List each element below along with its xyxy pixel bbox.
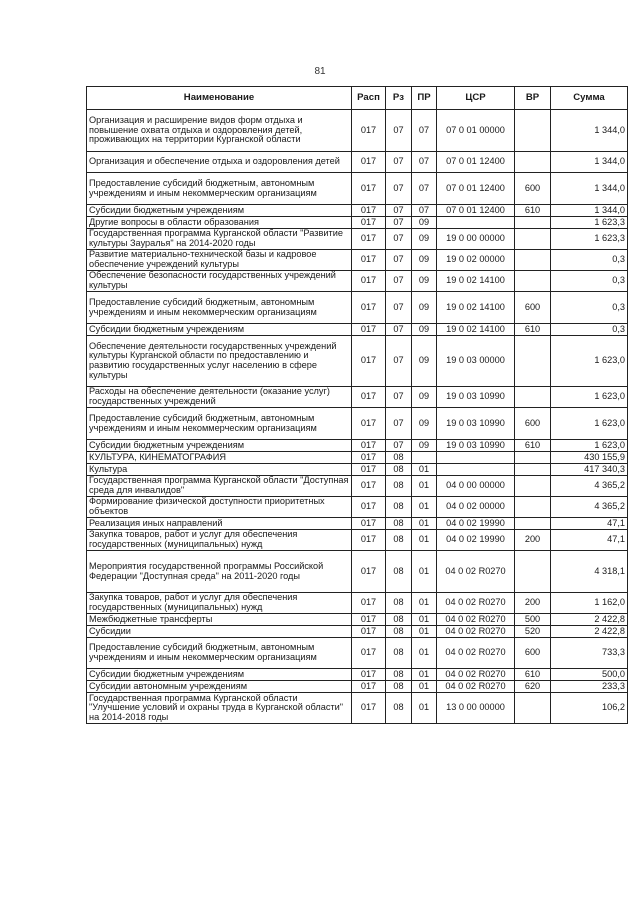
cell-csr xyxy=(437,464,515,476)
cell-sum: 1 623,0 xyxy=(551,336,628,387)
header-vr: ВР xyxy=(515,87,551,110)
cell-sum: 1 344,0 xyxy=(551,152,628,173)
cell-pr: 07 xyxy=(412,110,437,152)
cell-pr: 09 xyxy=(412,292,437,324)
header-rz: Рз xyxy=(386,87,412,110)
cell-rasp: 017 xyxy=(352,205,386,217)
cell-sum: 1 623,0 xyxy=(551,408,628,440)
cell-rz: 07 xyxy=(386,229,412,250)
cell-rz: 07 xyxy=(386,408,412,440)
table-row xyxy=(87,110,628,152)
cell-rz: 07 xyxy=(386,292,412,324)
cell-name: Закупка товаров, работ и услуг для обеспечения государственных (муниципальных) нужд xyxy=(87,593,352,614)
cell-csr: 19 0 02 14100 xyxy=(437,324,515,336)
cell-name: Предоставление субсидий бюджетным, автономным учреждениям и иным некоммерческим организациям xyxy=(87,173,352,205)
cell-pr: 01 xyxy=(412,593,437,614)
cell-vr xyxy=(515,551,551,593)
cell-sum: 1 623,3 xyxy=(551,229,628,250)
cell-sum: 0,3 xyxy=(551,250,628,271)
cell-rasp: 017 xyxy=(352,551,386,593)
cell-csr: 04 0 02 R0270 xyxy=(437,551,515,593)
cell-vr xyxy=(515,217,551,229)
table-row xyxy=(87,669,628,681)
cell-sum: 733,3 xyxy=(551,638,628,669)
cell-vr xyxy=(515,497,551,518)
table-row xyxy=(87,497,628,518)
cell-rasp: 017 xyxy=(352,250,386,271)
cell-rasp: 017 xyxy=(352,464,386,476)
cell-rasp: 017 xyxy=(352,110,386,152)
cell-pr: 01 xyxy=(412,669,437,681)
cell-name: Культура xyxy=(87,464,352,476)
cell-csr: 07 0 01 12400 xyxy=(437,173,515,205)
cell-sum: 2 422,8 xyxy=(551,626,628,638)
cell-pr: 09 xyxy=(412,408,437,440)
table-row xyxy=(87,464,628,476)
cell-name: Другие вопросы в области образования xyxy=(87,217,352,229)
cell-rasp: 017 xyxy=(352,530,386,551)
cell-sum: 4 365,2 xyxy=(551,476,628,497)
cell-pr: 01 xyxy=(412,614,437,626)
cell-vr xyxy=(515,693,551,724)
cell-vr: 200 xyxy=(515,593,551,614)
cell-rz: 08 xyxy=(386,693,412,724)
cell-rz: 07 xyxy=(386,440,412,452)
cell-vr xyxy=(515,518,551,530)
cell-sum: 233,3 xyxy=(551,681,628,693)
cell-pr: 01 xyxy=(412,638,437,669)
cell-vr: 610 xyxy=(515,205,551,217)
cell-name: Организация и обеспечение отдыха и оздоровления детей xyxy=(87,152,352,173)
cell-name: Обеспечение деятельности государственных учреждений культуры Курганской области по предоставлению и развитию государственных услуг населению в сфере культуры xyxy=(87,336,352,387)
cell-name: Развитие материально-технической базы и кадровое обеспечение учреждений культуры xyxy=(87,250,352,271)
table-row xyxy=(87,152,628,173)
cell-csr: 19 0 03 10990 xyxy=(437,387,515,408)
cell-csr xyxy=(437,217,515,229)
cell-pr: 09 xyxy=(412,324,437,336)
cell-rasp: 017 xyxy=(352,614,386,626)
header-row xyxy=(87,87,628,110)
cell-name: Мероприятия государственной программы Российской Федерации "Доступная среда" на 2011-2020 годы xyxy=(87,551,352,593)
cell-rasp: 017 xyxy=(352,497,386,518)
cell-sum: 1 344,0 xyxy=(551,110,628,152)
cell-csr: 04 0 02 R0270 xyxy=(437,614,515,626)
cell-sum: 0,3 xyxy=(551,324,628,336)
cell-rasp: 017 xyxy=(352,476,386,497)
cell-sum: 1 623,0 xyxy=(551,387,628,408)
cell-rz: 08 xyxy=(386,518,412,530)
cell-sum: 1 344,0 xyxy=(551,173,628,205)
table-row xyxy=(87,593,628,614)
cell-vr: 600 xyxy=(515,408,551,440)
table-row xyxy=(87,681,628,693)
table-row xyxy=(87,229,628,250)
table-row xyxy=(87,693,628,724)
cell-rasp: 017 xyxy=(352,693,386,724)
table-row xyxy=(87,292,628,324)
cell-pr: 01 xyxy=(412,530,437,551)
cell-sum: 1 162,0 xyxy=(551,593,628,614)
cell-pr: 09 xyxy=(412,250,437,271)
cell-pr: 09 xyxy=(412,336,437,387)
table-row xyxy=(87,476,628,497)
cell-name: Государственная программа Курганской области "Развитие культуры Зауралья" на 2014-2020 годы xyxy=(87,229,352,250)
cell-sum: 47,1 xyxy=(551,518,628,530)
cell-vr: 600 xyxy=(515,173,551,205)
cell-csr: 04 0 02 00000 xyxy=(437,497,515,518)
cell-vr: 600 xyxy=(515,292,551,324)
cell-vr xyxy=(515,476,551,497)
table-row xyxy=(87,271,628,292)
cell-name: Государственная программа Курганской области "Улучшение условий и охраны труда в Курганской области" на 2014-2018 годы xyxy=(87,693,352,724)
table-row xyxy=(87,530,628,551)
cell-vr xyxy=(515,152,551,173)
cell-sum: 106,2 xyxy=(551,693,628,724)
cell-rz: 07 xyxy=(386,110,412,152)
cell-name: Государственная программа Курганской области "Доступная среда для инвалидов" xyxy=(87,476,352,497)
cell-rz: 07 xyxy=(386,250,412,271)
cell-vr: 200 xyxy=(515,530,551,551)
cell-rasp: 017 xyxy=(352,173,386,205)
cell-pr: 07 xyxy=(412,152,437,173)
cell-rasp: 017 xyxy=(352,271,386,292)
cell-name: Субсидии автономным учреждениям xyxy=(87,681,352,693)
cell-pr: 01 xyxy=(412,681,437,693)
cell-name: Реализация иных направлений xyxy=(87,518,352,530)
cell-rz: 07 xyxy=(386,217,412,229)
cell-csr: 04 0 02 R0270 xyxy=(437,593,515,614)
cell-rasp: 017 xyxy=(352,408,386,440)
cell-sum: 1 344,0 xyxy=(551,205,628,217)
cell-name: Обеспечение безопасности государственных учреждений культуры xyxy=(87,271,352,292)
cell-csr: 04 0 02 R0270 xyxy=(437,638,515,669)
cell-name: Субсидии бюджетным учреждениям xyxy=(87,205,352,217)
cell-sum: 500,0 xyxy=(551,669,628,681)
cell-csr: 19 0 02 00000 xyxy=(437,250,515,271)
cell-vr: 610 xyxy=(515,324,551,336)
cell-rz: 08 xyxy=(386,681,412,693)
cell-csr: 04 0 00 00000 xyxy=(437,476,515,497)
cell-sum: 4 318,1 xyxy=(551,551,628,593)
cell-rz: 08 xyxy=(386,530,412,551)
cell-pr: 09 xyxy=(412,271,437,292)
cell-vr xyxy=(515,250,551,271)
cell-csr xyxy=(437,452,515,464)
cell-name: Субсидии бюджетным учреждениям xyxy=(87,669,352,681)
header-name: Наименование xyxy=(87,87,352,110)
cell-name: Расходы на обеспечение деятельности (оказание услуг) государственных учреждений xyxy=(87,387,352,408)
cell-rasp: 017 xyxy=(352,681,386,693)
cell-rz: 08 xyxy=(386,638,412,669)
cell-rasp: 017 xyxy=(352,152,386,173)
cell-rasp: 017 xyxy=(352,452,386,464)
cell-rz: 07 xyxy=(386,336,412,387)
cell-sum: 1 623,0 xyxy=(551,440,628,452)
cell-rz: 08 xyxy=(386,551,412,593)
cell-rasp: 017 xyxy=(352,292,386,324)
cell-csr: 04 0 02 19990 xyxy=(437,530,515,551)
cell-pr: 01 xyxy=(412,518,437,530)
table-row xyxy=(87,217,628,229)
cell-rasp: 017 xyxy=(352,638,386,669)
cell-vr: 620 xyxy=(515,681,551,693)
cell-pr: 07 xyxy=(412,173,437,205)
cell-rasp: 017 xyxy=(352,626,386,638)
cell-pr xyxy=(412,452,437,464)
cell-vr xyxy=(515,387,551,408)
cell-sum: 47,1 xyxy=(551,530,628,551)
cell-rasp: 017 xyxy=(352,336,386,387)
table-row xyxy=(87,626,628,638)
cell-rasp: 017 xyxy=(352,593,386,614)
cell-rasp: 017 xyxy=(352,387,386,408)
cell-pr: 01 xyxy=(412,497,437,518)
cell-sum: 1 623,3 xyxy=(551,217,628,229)
table-row xyxy=(87,408,628,440)
cell-vr xyxy=(515,336,551,387)
cell-csr: 19 0 02 14100 xyxy=(437,292,515,324)
cell-vr xyxy=(515,452,551,464)
header-csr: ЦСР xyxy=(437,87,515,110)
cell-sum: 0,3 xyxy=(551,271,628,292)
cell-pr: 09 xyxy=(412,440,437,452)
table-row xyxy=(87,250,628,271)
cell-rz: 07 xyxy=(386,205,412,217)
cell-csr: 04 0 02 R0270 xyxy=(437,626,515,638)
cell-vr xyxy=(515,229,551,250)
cell-vr xyxy=(515,464,551,476)
cell-rasp: 017 xyxy=(352,217,386,229)
cell-csr: 19 0 03 10990 xyxy=(437,440,515,452)
cell-vr: 520 xyxy=(515,626,551,638)
table-row xyxy=(87,452,628,464)
cell-rz: 08 xyxy=(386,497,412,518)
cell-rz: 08 xyxy=(386,452,412,464)
table-row xyxy=(87,518,628,530)
table-row xyxy=(87,638,628,669)
table-row xyxy=(87,173,628,205)
cell-rz: 08 xyxy=(386,593,412,614)
cell-sum: 4 365,2 xyxy=(551,497,628,518)
cell-rz: 07 xyxy=(386,271,412,292)
cell-sum: 2 422,8 xyxy=(551,614,628,626)
cell-vr: 610 xyxy=(515,669,551,681)
cell-name: Предоставление субсидий бюджетным, автономным учреждениям и иным некоммерческим организациям xyxy=(87,638,352,669)
cell-name: Субсидии бюджетным учреждениям xyxy=(87,440,352,452)
header-sum: Сумма xyxy=(551,87,628,110)
cell-csr: 04 0 02 R0270 xyxy=(437,681,515,693)
cell-pr: 01 xyxy=(412,693,437,724)
cell-pr: 01 xyxy=(412,626,437,638)
table-row xyxy=(87,336,628,387)
table-row xyxy=(87,440,628,452)
table-row xyxy=(87,324,628,336)
cell-name: КУЛЬТУРА, КИНЕМАТОГРАФИЯ xyxy=(87,452,352,464)
cell-csr: 07 0 01 12400 xyxy=(437,205,515,217)
budget-table xyxy=(86,86,628,724)
header-pr: ПР xyxy=(412,87,437,110)
cell-csr: 04 0 02 19990 xyxy=(437,518,515,530)
cell-vr: 610 xyxy=(515,440,551,452)
cell-rasp: 017 xyxy=(352,440,386,452)
cell-name: Субсидии бюджетным учреждениям xyxy=(87,324,352,336)
page-number: 81 xyxy=(314,66,326,77)
cell-name: Межбюджетные трансферты xyxy=(87,614,352,626)
cell-vr: 500 xyxy=(515,614,551,626)
cell-rz: 07 xyxy=(386,324,412,336)
cell-rz: 07 xyxy=(386,173,412,205)
cell-name: Закупка товаров, работ и услуг для обеспечения государственных (муниципальных) нужд xyxy=(87,530,352,551)
cell-csr: 07 0 01 00000 xyxy=(437,110,515,152)
cell-pr: 09 xyxy=(412,387,437,408)
cell-rz: 08 xyxy=(386,614,412,626)
cell-pr: 01 xyxy=(412,551,437,593)
cell-rasp: 017 xyxy=(352,229,386,250)
table-row xyxy=(87,614,628,626)
cell-vr xyxy=(515,271,551,292)
cell-csr: 13 0 00 00000 xyxy=(437,693,515,724)
cell-csr: 19 0 02 14100 xyxy=(437,271,515,292)
table-row xyxy=(87,551,628,593)
cell-rz: 08 xyxy=(386,476,412,497)
cell-vr: 600 xyxy=(515,638,551,669)
cell-pr: 09 xyxy=(412,229,437,250)
cell-rasp: 017 xyxy=(352,669,386,681)
cell-pr: 01 xyxy=(412,464,437,476)
cell-name: Организация и расширение видов форм отдыха и повышение охвата отдыха и оздоровления детей, проживающих на территории Курганской области xyxy=(87,110,352,152)
cell-csr: 19 0 03 10990 xyxy=(437,408,515,440)
cell-name: Предоставление субсидий бюджетным, автономным учреждениям и иным некоммерческим организациям xyxy=(87,292,352,324)
cell-rasp: 017 xyxy=(352,324,386,336)
cell-name: Субсидии xyxy=(87,626,352,638)
cell-rz: 08 xyxy=(386,626,412,638)
cell-name: Формирование физической доступности приоритетных объектов xyxy=(87,497,352,518)
cell-rz: 08 xyxy=(386,669,412,681)
cell-csr: 04 0 02 R0270 xyxy=(437,669,515,681)
cell-rz: 08 xyxy=(386,464,412,476)
header-rasp: Расп xyxy=(352,87,386,110)
cell-csr: 19 0 00 00000 xyxy=(437,229,515,250)
cell-rz: 07 xyxy=(386,387,412,408)
cell-vr xyxy=(515,110,551,152)
table-row xyxy=(87,387,628,408)
cell-csr: 07 0 01 12400 xyxy=(437,152,515,173)
cell-pr: 07 xyxy=(412,205,437,217)
cell-pr: 01 xyxy=(412,476,437,497)
cell-name: Предоставление субсидий бюджетным, автономным учреждениям и иным некоммерческим организациям xyxy=(87,408,352,440)
cell-sum: 0,3 xyxy=(551,292,628,324)
cell-csr: 19 0 03 00000 xyxy=(437,336,515,387)
cell-rz: 07 xyxy=(386,152,412,173)
cell-rasp: 017 xyxy=(352,518,386,530)
cell-pr: 09 xyxy=(412,217,437,229)
table-row xyxy=(87,205,628,217)
cell-sum: 417 340,3 xyxy=(551,464,628,476)
cell-sum: 430 155,9 xyxy=(551,452,628,464)
